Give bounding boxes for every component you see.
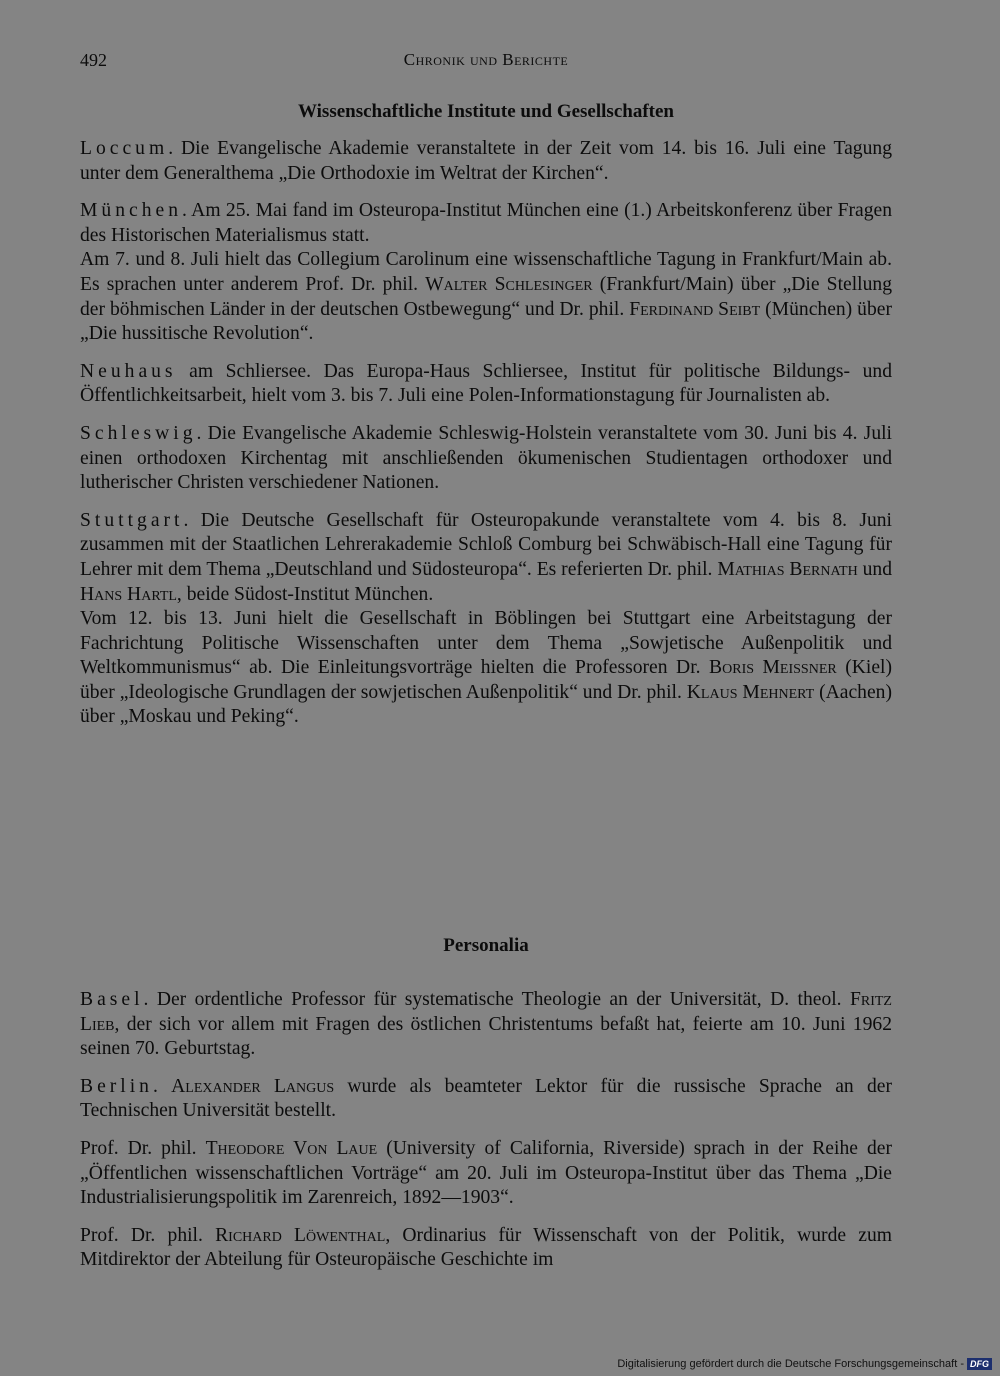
paragraph-text: , Ordinarius für Wissenschaft von der Politik, wurde zum Mitdirektor der Abteilung für Osteuropäische Geschichte im xyxy=(80,1224,892,1271)
paragraph-schleswig xyxy=(80,422,892,496)
paragraph-von-laue xyxy=(80,1137,892,1211)
person-name: Walter Schlesinger xyxy=(425,273,593,295)
person-name: Klaus Mehnert xyxy=(686,681,815,703)
paragraph-text: (Kiel) über „Ideologische Grundlagen der sowjetischen Außenpolitik“ und Dr. phil. xyxy=(80,657,892,703)
section-heading-institutes: Wissenschaftliche Institute und Gesellschaften xyxy=(298,101,674,122)
page-number: 492 xyxy=(80,50,107,70)
paragraph-basel xyxy=(80,988,892,1062)
paragraph-text: . xyxy=(152,1075,172,1097)
paragraph-text: Prof. Dr. phil. xyxy=(80,1224,216,1246)
person-name: Ferdinand Seibt xyxy=(629,298,761,320)
person-name: Hans Hartl xyxy=(80,583,177,605)
paragraph-text: am Schliersee. Das Europa-Haus Schliersee, Institut für politische Bildungs- und Öffentlichkeitsarbeit, hielt vom 3. bis 7. Juli eine Polen-Informationstagung für Journalisten ab. xyxy=(80,360,892,407)
paragraph-text: Am 7. und 8. Juli hielt das Collegium Carolinum eine wissenschaftliche Tagung in Frankfurt/Main ab. Es sprachen unter anderem Prof. Dr. phil. xyxy=(80,249,892,295)
paragraph-text: , beide Südost-Institut München. xyxy=(176,583,434,605)
paragraph-boeblingen xyxy=(80,607,892,730)
person-name: Theodore Von Laue xyxy=(205,1137,378,1159)
digitization-footer xyxy=(617,1358,992,1370)
place-name: Loccum xyxy=(80,138,169,159)
person-name: Alexander Langus xyxy=(171,1075,335,1097)
paragraph-text: . Die Evangelische Akademie Schleswig-Holstein veranstaltete vom 30. Juni bis 4. Juli einen orthodoxen Kirchentag mit anschließenden ökumenischen Studientagen orthodoxer und lutherischer Christen verschiedener Nationen. xyxy=(80,422,892,494)
page-header xyxy=(80,50,892,78)
paragraph-text: , der sich vor allem mit Fragen des östlichen Christentums befaßt hat, feierte am 10. Juni 1962 seinen 70. Geburtstag. xyxy=(80,1013,892,1060)
section-body-institutes xyxy=(80,137,892,730)
paragraph-text: (University of California, Riverside) sprach in der Reihe der „Öffentlichen wissenschaftlichen Vorträge“ am 20. Juli im Osteuropa-Institut über das Thema „Die Industrialisierungspolitik im Zarenreich, 1892—1903“. xyxy=(80,1137,892,1209)
paragraph-muenchen xyxy=(80,199,892,248)
place-name: Berlin xyxy=(80,1075,153,1097)
person-name: Mathias Bernath xyxy=(717,558,858,580)
paragraph-text: und xyxy=(857,558,893,580)
running-head: Chronik und Berichte xyxy=(403,50,569,69)
paragraph-berlin xyxy=(80,1075,892,1124)
paragraph-stuttgart xyxy=(80,509,892,607)
paragraph-loccum xyxy=(80,137,892,186)
place-name: Stuttgart xyxy=(80,509,184,531)
footer-text: Digitalisierung gefördert durch die Deutsche Forschungsgemeinschaft - xyxy=(617,1358,964,1370)
place-name: Basel xyxy=(80,989,144,1010)
paragraph-collegium-carolinum xyxy=(80,248,892,346)
person-name: Fritz Lieb xyxy=(80,989,892,1035)
paragraph-text: Prof. Dr. phil. xyxy=(80,1137,206,1159)
paragraph-text: . Die Evangelische Akademie veranstaltete in der Zeit vom 14. bis 16. Juli eine Tagung unter dem Generalthema „Die Orthodoxie im Weltrat der Kirchen“. xyxy=(80,138,892,184)
place-name: Neuhaus xyxy=(80,360,177,382)
place-name: Schleswig xyxy=(80,422,197,444)
paragraph-neuhaus xyxy=(80,360,892,409)
person-name: Richard Löwenthal xyxy=(215,1224,386,1246)
dfg-logo: DFG xyxy=(967,1358,992,1370)
paragraph-text: . Am 25. Mai fand im Osteuropa-Institut München eine (1.) Arbeitskonferenz über Fragen des Historischen Materialismus statt. xyxy=(80,200,892,246)
section-body-personalia xyxy=(80,988,892,1273)
paragraph-text: (Aachen) über „Moskau und Peking“. xyxy=(80,681,892,728)
paragraph-text: . Die Deutsche Gesellschaft für Osteuropakunde veranstaltete vom 4. bis 8. Juni zusammen mit der Staatlichen Lehrerakademie Schloß Comburg bei Schwäbisch-Hall eine Tagung für Lehrer mit dem Thema „Deutschland und Südosteuropa“. Es referierten Dr. phil. xyxy=(80,509,892,580)
paragraph-text: . Der ordentliche Professor für systematische Theologie an der Universität, D. theol. xyxy=(143,989,850,1010)
person-name: Boris Meissner xyxy=(709,657,837,679)
paragraph-text: Vom 12. bis 13. Juni hielt die Gesellschaft in Böblingen bei Stuttgart eine Arbeitstagung der Fachrichtung Politische Wissenschaften unter dem Thema „Sowjetische Außenpolitik und Weltkommunismus“ ab. Die Einleitungsvorträge hielten die Professoren Dr. xyxy=(80,608,892,679)
place-name: München xyxy=(80,200,183,222)
paragraph-loewenthal xyxy=(80,1224,892,1273)
paragraph-text: (Frankfurt/Main) über „Die Stellung der böhmischen Länder in der deutschen Ostbewegung“ und Dr. phil. xyxy=(80,273,892,320)
section-heading-personalia: Personalia xyxy=(443,935,529,956)
paragraph-text: (München) über „Die hussitische Revolution“. xyxy=(80,298,892,345)
paragraph-text: wurde als beamteter Lektor für die russische Sprache an der Technischen Universität bestellt. xyxy=(80,1075,892,1122)
